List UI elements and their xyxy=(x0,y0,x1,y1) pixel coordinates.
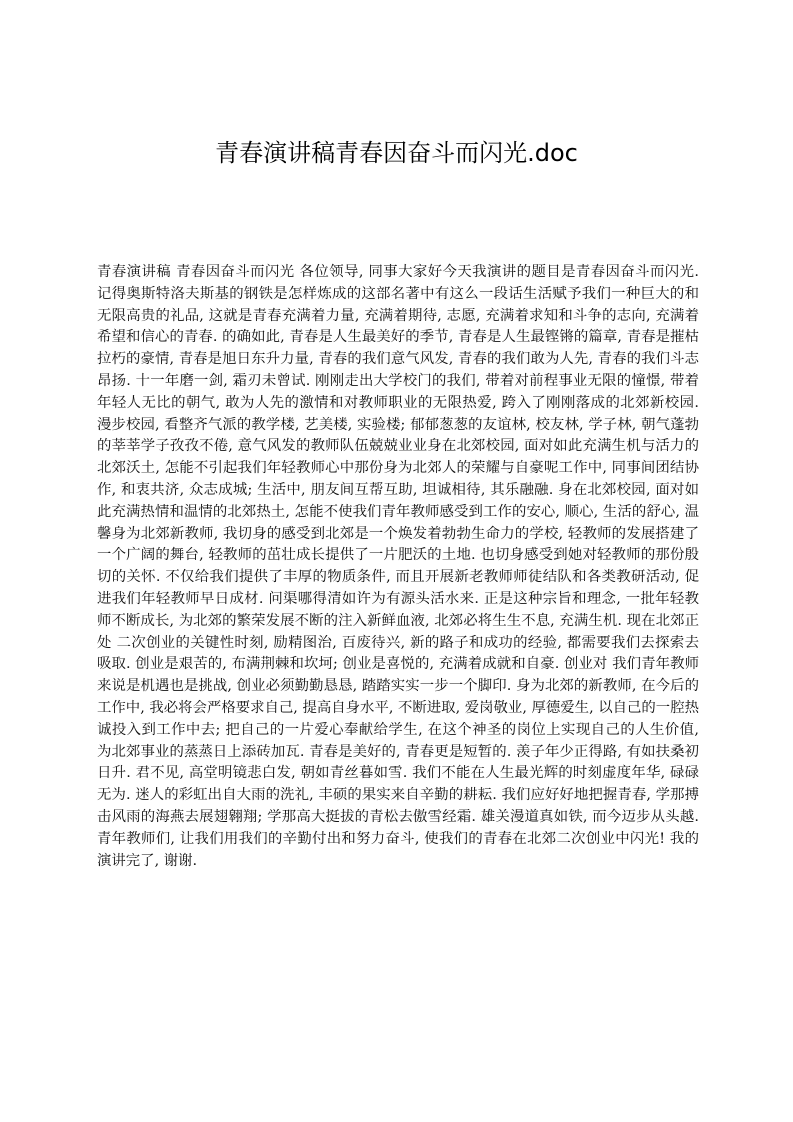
document-body-text: 青春演讲稿 青春因奋斗而闪光 各位领导, 同事大家好今天我演讲的题目是青春因奋斗而闪光. 记得奥斯特洛夫斯基的钢铁是怎样炼成的这部名著中有这么一段话生活赋予我们一种巨大的和无限高贵的礼品, 这就是青春充满着力量, 充满着期待, 志愿, 充满着求知和斗争的志向, 充满着希望和信心的青春. 的确如此, 青春是人生最美好的季节, 青春是人生最铿锵的篇章, 青春是摧枯拉朽的豪情, 青春是旭日东升力量, 青春的我们意气风发, 青春的我们敢为人先, 青春的我们斗志昂扬. 十一年磨一剑, 霜刃未曾试. 刚刚走出大学校门的我们, 带着对前程事业无限的憧憬, 带着年轻人无比的朝气, 敢为人先的激情和对教师职业的无限热爱, 跨入了刚刚落成的北郊新校园. 漫步校园, 看整齐气派的教学楼, 艺美楼, 实验楼; 郁郁葱葱的友谊林, 校友林, 学子林, 朝气蓬勃的莘莘学子孜孜不倦, 意气风发的教师队伍兢兢业业身在北郊校园, 面对如此充满生机与活力的北郊沃土, 怎能不引起我们年轻教师心中那份身为北郊人的荣耀与自豪呢工作中, 同事间团结协作, 和衷共济, 众志成城; 生活中, 朋友间互帮互助, 坦诚相待, 其乐融融. 身在北郊校园, 面对如此充满热情和温情的北郊热土, 怎能不使我们青年教师感受到工作的安心, 顺心, 生活的舒心, 温馨身为北郊新教师, 我切身的感受到北郊是一个焕发着勃勃生命力的学校, 轻教师的发展搭建了一个广阔的舞台, 轻教师的茁壮成长提供了一片肥沃的土地. 也切身感受到她对轻教师的那份殷切的关怀. 不仅给我们提供了丰厚的物质条件, 而且开展新老教师师徒结队和各类教研活动, 促进我们年轻教师早日成材. 问渠哪得清如许为有源头活水来. 正是这种宗旨和理念, 一批年轻教师不断成长, 为北郊的繁荣发展不断的注入新鲜血液, 北郊必将生生不息, 充满生机. 现在北郊正处 二次创业的关键性时刻, 励精图治, 百废待兴, 新的路子和成功的经验, 都需要我们去探索去吸取. 创业是艰苦的, 布满荆棘和坎坷; 创业是喜悦的, 充满着成就和自豪. 创业对 我们青年教师来说是机遇也是挑战, 创业必须勤勤恳恳, 踏踏实实一步一个脚印. 身为北郊的新教师, 在今后的工作中, 我必将会严格要求自己, 提高自身水平, 不断进取, 爱岗敬业, 厚德爱生, 以自己的一腔热诚投入到工作中去; 把自己的一片爱心奉献给学生, 在这个神圣的岗位上实现自己的人生价值, 为北郊事业的蒸蒸日上添砖加瓦. 青春是美好的, 青春更是短暂的. 羡子年少正得路, 有如扶桑初日升. 君不见, 高堂明镜悲白发, 朝如青丝暮如雪. 我们不能在人生最光辉的时刻虚度年华, 碌碌无为. 迷人的彩虹出自大雨的洗礼, 丰硕的果实来自辛勤的耕耘. 我们应好好地把握青春, 学那搏击风雨的海燕去展翅翱翔; 学那高大挺拔的青松去傲雪经霜. 雄关漫道真如铁, 而今迈步从头越. 青年教师们, 让我们用我们的辛勤付出和努力奋斗, 使我们的青春在北郊二次创业中闪光! 我的演讲完了, 谢谢. xyxy=(97,264,699,869)
document-title: 青春演讲稿青春因奋斗而闪光.doc xyxy=(215,139,578,167)
